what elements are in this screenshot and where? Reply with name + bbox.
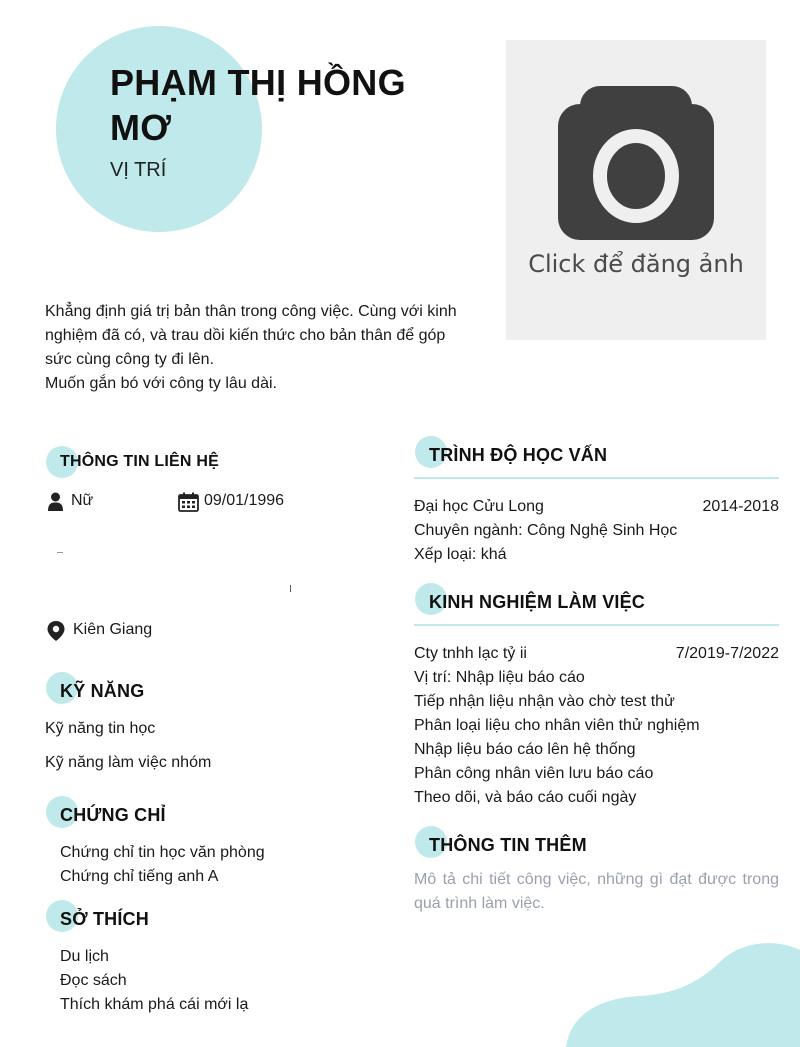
additional-title: THÔNG TIN THÊM — [429, 835, 587, 855]
education-period[interactable]: 2014-2018 — [702, 498, 779, 515]
objective-line: Muốn gắn bó với công ty lâu dài. — [45, 375, 277, 392]
decorative-blob — [560, 940, 800, 1047]
person-icon — [48, 492, 63, 511]
address-value[interactable]: Kiên Giang — [73, 621, 153, 638]
hobby-item[interactable]: Đọc sách — [60, 972, 127, 989]
experience-title: KINH NGHIỆM LÀM VIỆC — [429, 592, 646, 612]
experience-detail[interactable]: Phân công nhân viên lưu báo cáo — [414, 765, 654, 782]
camera-icon — [558, 84, 714, 240]
birthday-value[interactable]: 09/01/1996 — [204, 492, 285, 509]
email-field-remnant — [290, 585, 291, 592]
job-position[interactable]: VỊ TRÍ — [110, 159, 167, 181]
hobby-item[interactable]: Thích khám phá cái mới lạ — [60, 996, 249, 1013]
additional-description[interactable]: Mô tả chi tiết công việc, những gì đạt được trong quá trình làm việc. — [414, 871, 779, 912]
full-name[interactable]: PHẠM THỊ HỒNG MƠ — [110, 62, 406, 148]
company-name[interactable]: Cty tnhh lạc tỷ ii — [414, 645, 527, 662]
experience-detail[interactable]: Nhập liệu báo cáo lên hệ thống — [414, 741, 636, 758]
experience-detail[interactable]: Tiếp nhận liệu nhận vào chờ test thử — [414, 693, 675, 710]
certificate-item[interactable]: Chứng chỉ tin học văn phòng — [60, 844, 265, 861]
hobbies-title: SỞ THÍCH — [60, 909, 149, 929]
education-title: TRÌNH ĐỘ HỌC VẤN — [429, 445, 608, 465]
skill-item[interactable]: Kỹ năng tin học — [45, 720, 156, 737]
experience-period[interactable]: 7/2019-7/2022 — [675, 645, 779, 662]
section-divider — [414, 624, 779, 626]
experience-detail[interactable]: Phân loại liệu cho nhân viên thử nghiệm — [414, 717, 700, 734]
section-divider — [414, 477, 779, 479]
education-grade[interactable]: Xếp loại: khá — [414, 546, 507, 563]
hobby-item[interactable]: Du lịch — [60, 948, 109, 965]
career-objective[interactable] — [45, 300, 475, 396]
school-name[interactable]: Đại học Cửu Long — [414, 498, 544, 515]
objective-line: Khẳng định giá trị bản thân trong công việc. Cùng với kinh nghiệm đã có, và trau dồi kiến thức cho bản thân để góp sức cùng công ty đi lên. — [45, 303, 457, 368]
calendar-icon — [178, 492, 199, 512]
experience-detail[interactable]: Vị trí: Nhập liệu báo cáo — [414, 669, 585, 686]
education-major[interactable]: Chuyên ngành: Công Nghệ Sinh Học — [414, 522, 678, 539]
certificates-title: CHỨNG CHỈ — [60, 805, 166, 825]
skill-item[interactable]: Kỹ năng làm việc nhóm — [45, 754, 212, 771]
location-pin-icon — [46, 620, 66, 642]
certificate-item[interactable]: Chứng chỉ tiếng anh A — [60, 868, 219, 885]
experience-detail[interactable]: Theo dõi, và báo cáo cuối ngày — [414, 789, 637, 806]
contact-title: THÔNG TIN LIÊN HỆ — [60, 453, 219, 470]
gender-value[interactable]: Nữ — [71, 492, 94, 509]
photo-upload-label: Click để đăng ảnh — [528, 250, 744, 278]
photo-upload-area[interactable] — [506, 40, 766, 340]
skills-title: KỸ NĂNG — [60, 681, 145, 701]
phone-field-remnant — [57, 552, 63, 553]
